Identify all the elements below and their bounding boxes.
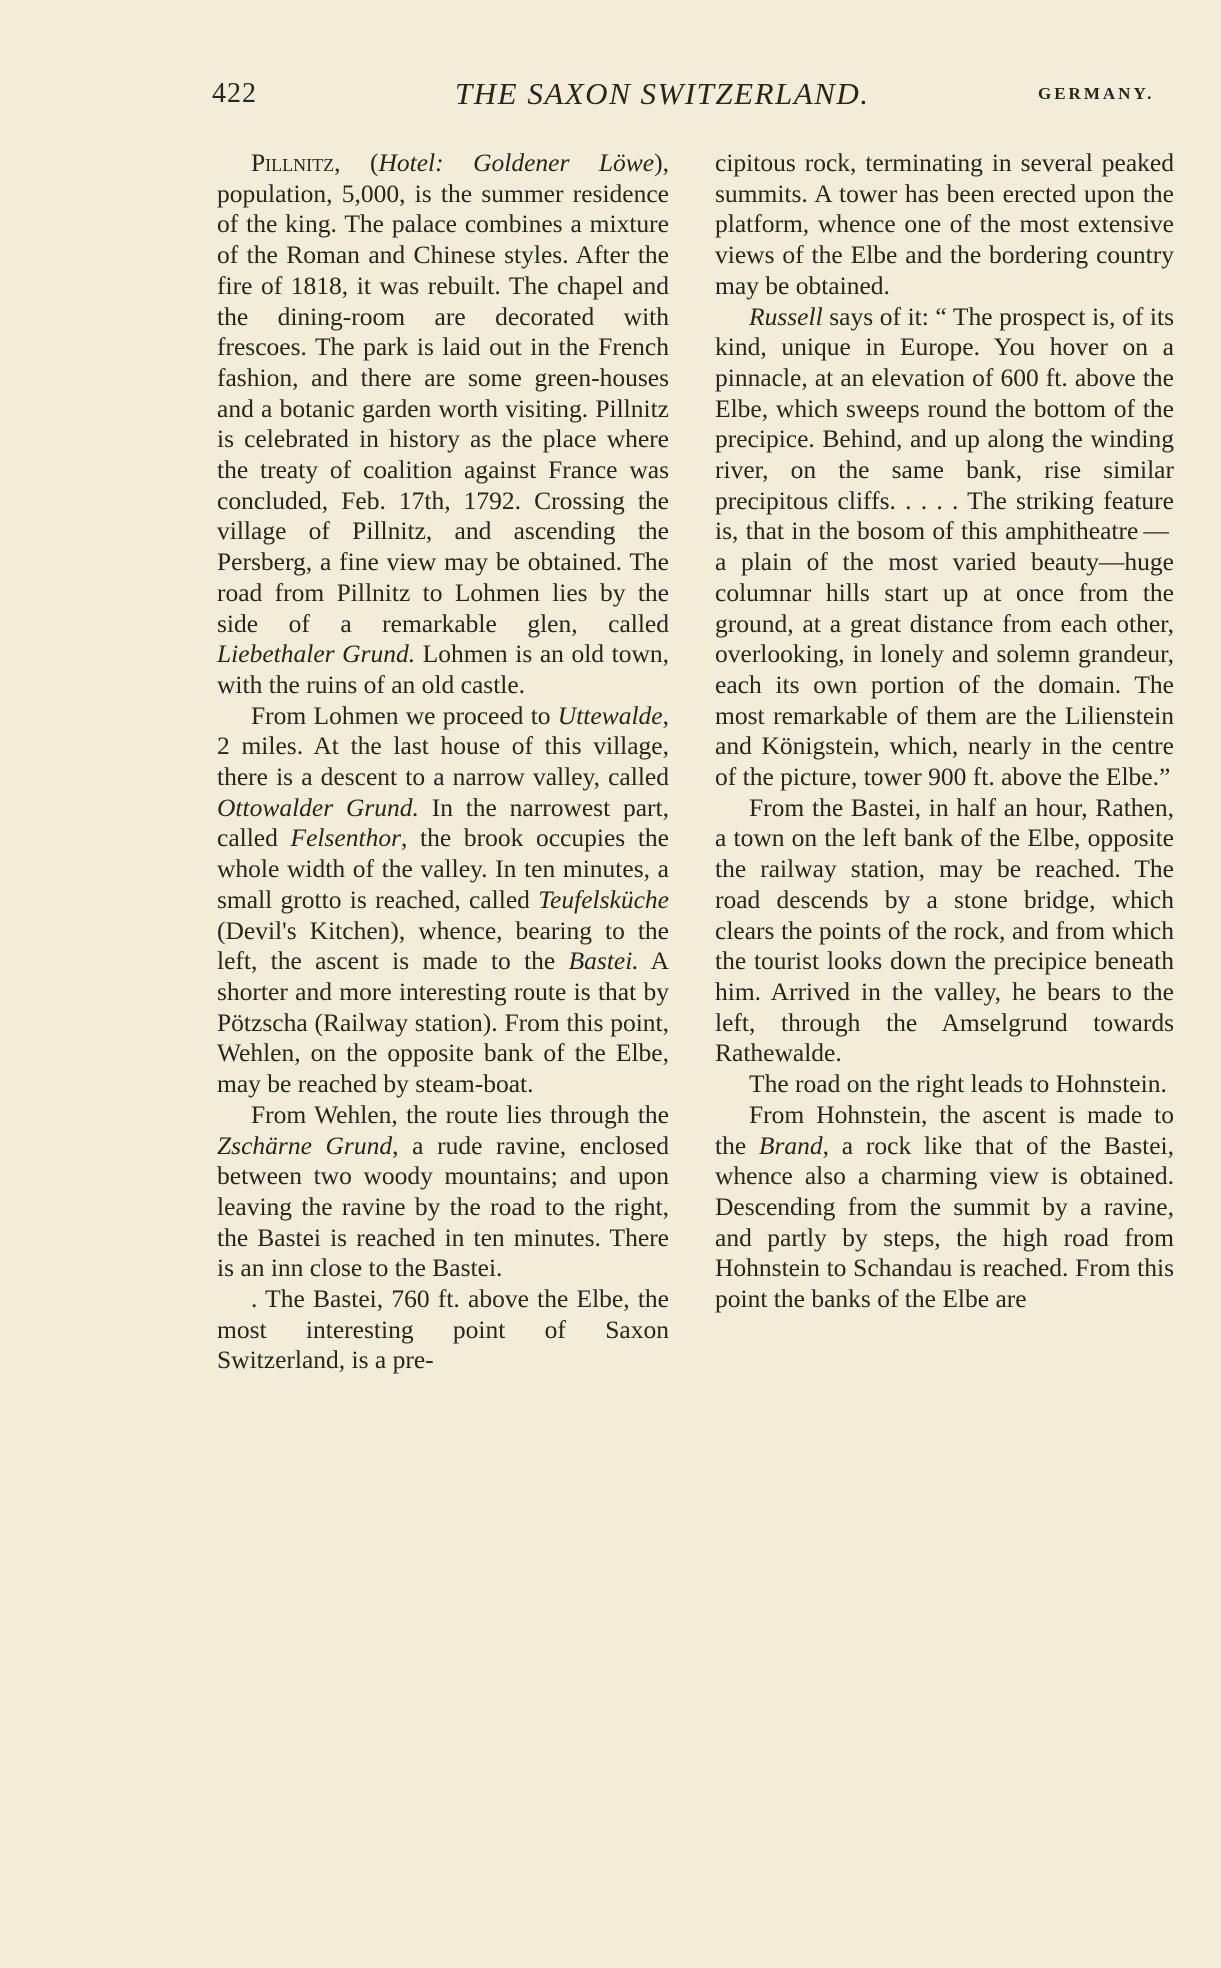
place-name: Felsenthor — [290, 823, 402, 853]
text-run: , a rock like that of the Bastei, whence also a charming view is obtained. Descending from the summit by a ravine, and partly by steps, the high road from Hohnstein to Schandau is reached. From this point the banks of the Elbe are — [715, 1130, 1174, 1314]
author-name: Russell — [749, 301, 823, 331]
paragraph-bastei-continued: cipitous rock, terminating in several peaked summits. A tower has been erected upon the platform, whence one of the most extensive views of the Elbe and the bordering country may be obtained. — [715, 148, 1174, 300]
paragraph-rathen: From the Bastei, in half an hour, Rathen, a town on the left bank of the Elbe, opposite the railway station, may be reached. The road descends by a stone bridge, which clears the points of the rock, and from which the tourist looks down the precipice beneath him. Arrived in the valley, he bears to the left, through the Amselgrund towards Rathewalde. — [715, 792, 1174, 1068]
left-column — [217, 148, 669, 1376]
text-run: From Lohmen we proceed to — [251, 700, 558, 730]
section-label: GERMANY. — [1038, 84, 1155, 103]
place-name: Pillnitz — [251, 148, 335, 177]
text-run: , the brook occupies the whole width of the valley. In ten minutes, a small grotto is reached, called — [217, 823, 670, 914]
text-run: says of it: “ The prospect is, of its kind, unique in Europe. You hover on a pinnacle, at an elevation of 600 ft. above the Elbe, which sweeps round the bottom of the precipice. Behind, and up along the winding river, on the same bank, rise similar precipitous cliffs. . . . . The striking feature is, that in the bosom of this amphitheatre — a plain of the most varied beauty—huge columnar hills start up at once from the ground, at a great distance from each other, overlooking, in lonely and solemn grandeur, each its own portion of the domain. The most remarkable of them are the Lilienstein and Königstein, which, nearly in the centre of the picture, tower 900 ft. above the Elbe.” — [715, 301, 1174, 792]
right-column — [715, 148, 1174, 1315]
text-run: , ( — [334, 148, 379, 177]
paragraph-russell-quote — [715, 302, 1174, 793]
paragraph-lohmen — [217, 701, 669, 1100]
text-run: From Hohnstein, the ascent is made to the — [715, 1099, 1174, 1160]
text-run: In the narrowest part, called — [217, 792, 669, 853]
place-name: Ottowalder Grund. — [217, 792, 419, 822]
paragraph-pillnitz — [217, 148, 669, 701]
page-number: 422 — [212, 78, 257, 109]
paragraph-hohnstein-road: The road on the right leads to Hohnstein. — [749, 1069, 1167, 1099]
place-name: Liebethaler Grund. — [217, 639, 416, 669]
place-name: Zschärne Grund — [217, 1130, 393, 1160]
text-run: From Wehlen, the route lies through the — [251, 1099, 669, 1129]
paragraph-bastei: . The Bastei, 760 ft. above the Elbe, the most interesting point of Saxon Switzerland, is a pre- — [217, 1284, 669, 1375]
text-run: Lohmen is an old town, with the ruins of an old castle. — [217, 639, 670, 699]
paragraph-brand — [715, 1100, 1174, 1315]
text-run: ), population, 5,000, is the summer residence of the king. The palace combines a mixture of the Roman and Chinese styles. After the fire of 1818, it was rebuilt. The chapel and the dining-room are decorated with frescoes. The park is laid out in the French fashion, and there are some green-houses and a botanic garden worth visiting. Pillnitz is celebrated in history as the place where the treaty of coalition against France was concluded, Feb. 17th, 1792. Crossing the village of Pillnitz, and ascending the Persberg, a fine view may be obtained. The road from Pillnitz to Lohmen lies by the side of a remarkable glen, called — [217, 148, 669, 638]
text-run: , 2 miles. At the last house of this village, there is a descent to a narrow valley, called — [217, 700, 669, 792]
place-name: Bastei. — [568, 946, 639, 976]
running-title: THE SAXON SWITZERLAND. — [455, 76, 870, 111]
text-run: (Devil's Kitchen), whence, bearing to the left, the ascent is made to the — [217, 915, 669, 976]
place-name: Teufelsküche — [538, 884, 669, 914]
hotel-name: Hotel: Goldener Löwe — [378, 148, 655, 177]
text-run: A shorter and more interesting route is that by Pötzscha (Railway station). From this point, Wehlen, on the opposite bank of the Elbe, may be reached by steam-boat. — [217, 946, 669, 1099]
place-name: Uttewalde — [557, 700, 663, 730]
place-name: Brand — [758, 1130, 823, 1160]
text-run: , a rude ravine, enclosed between two woody mountains; and upon leaving the ravine by the road to the right, the Bastei is reached in ten minutes. There is an inn close to the Bastei. — [217, 1130, 669, 1283]
paragraph-wehlen — [217, 1100, 669, 1284]
